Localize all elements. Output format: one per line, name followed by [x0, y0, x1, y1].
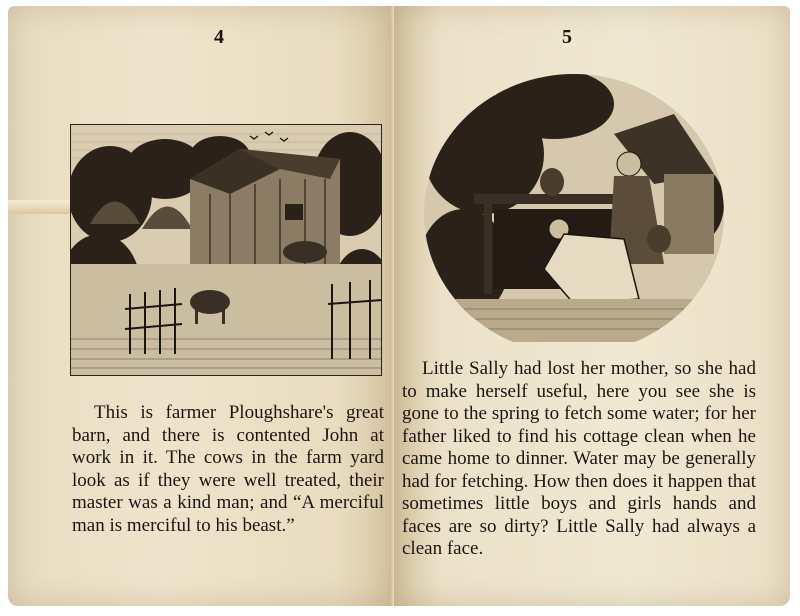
right-page-paragraph: Little Sally had lost her mother, so she had to make herself useful, here you see she is gone to the spring to fetch some water; for her father liked to find his cottage clean when he came home to dinner. Water may be generally had for fetching. How then does it happen that sometimes little boys and girls hands and faces are so dirty? Little Sally had always a clean face.	[402, 358, 756, 559]
right-page	[394, 6, 790, 606]
page-number-right: 5	[562, 26, 572, 48]
right-page-text	[402, 358, 756, 561]
binding-thread	[8, 200, 70, 214]
spring-well-engraving	[424, 64, 724, 342]
farm-barn-engraving	[70, 124, 382, 376]
left-page-paragraph: This is farmer Ploughshare's great barn, and there is contented John at work in it. The cows in the farm yard look as if they were well treated, their master was a kind man; and “A merciful man is merciful to his beast.”	[72, 402, 384, 536]
left-page-text	[72, 402, 384, 537]
left-page	[8, 6, 394, 606]
page-number-left: 4	[214, 26, 224, 48]
